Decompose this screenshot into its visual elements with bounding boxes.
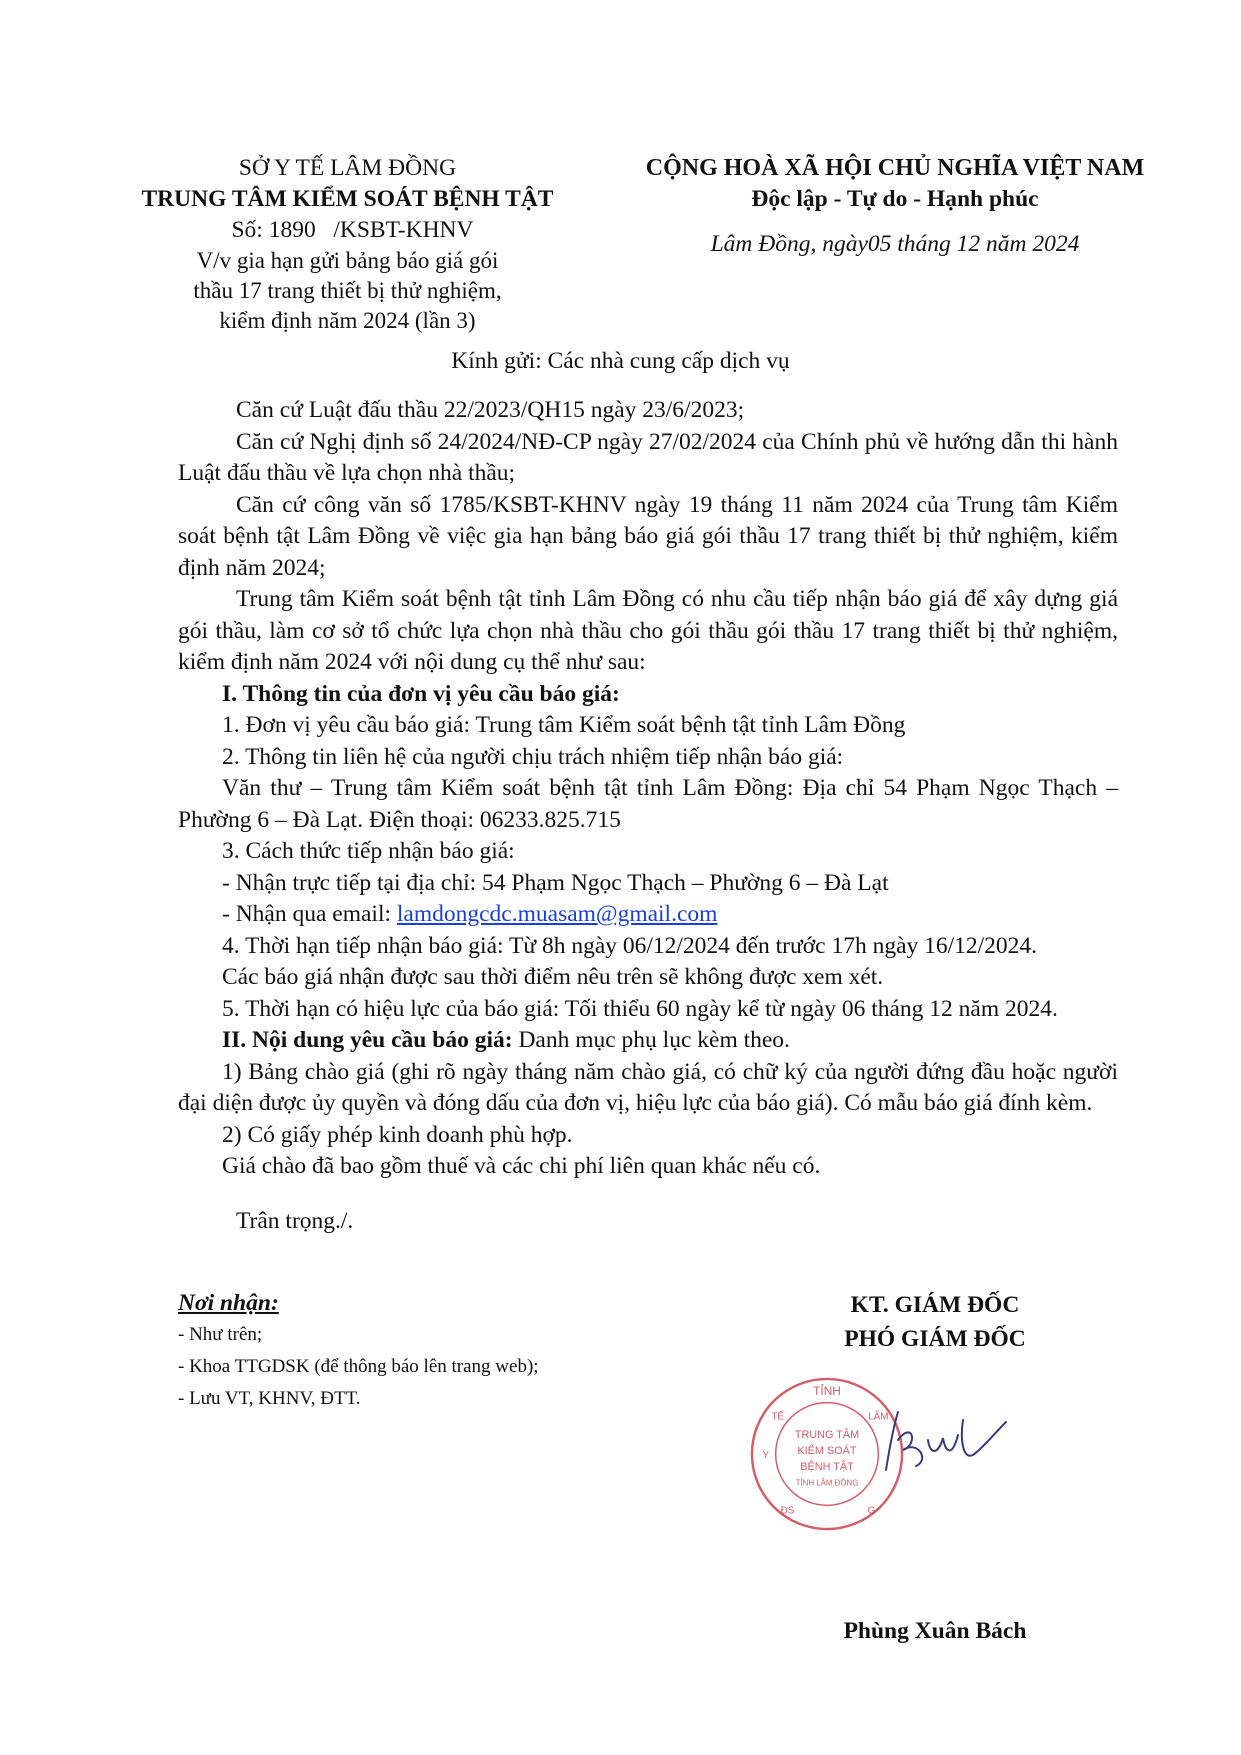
list-item [178,899,1118,931]
stamp-ring-mark: G [867,1505,876,1517]
recipients-title: Nơi nhận: [178,1290,279,1316]
section-title: . Nội dung yêu cầu báo giá: [240,1027,513,1053]
signature-block [775,1288,1095,1356]
stamp-text: KIỂM SOÁT [797,1445,857,1457]
closing: Trân trọng./. [236,1208,354,1234]
section-heading [178,1025,1118,1057]
stamp-ring-text: TỈNH [813,1383,841,1398]
list-item: - Nhận trực tiếp tại địa chỉ: 54 Phạm Ngọc Thạch – Phường 6 – Đà Lạt [222,869,889,896]
paragraph: Căn cứ công văn số 1785/KSBT-KHNV ngày 19 tháng 11 năm 2024 của Trung tâm Kiểm soát bệnh tật Lâm Đồng về việc gia hạn bảng báo giá gói thầu 17 trang thiết bị thử nghiệm, kiểm định năm 2024; [178,491,1118,581]
header-left [110,153,585,336]
signer-name: Phùng Xuân Bách [843,1618,1027,1644]
section-heading: I. Thông tin của đơn vị yêu cầu báo giá: [222,680,620,707]
section-number: II [222,1027,241,1053]
national-motto: Độc lập - Tự do - Hạnh phúc [751,186,1039,212]
signer-title: PHÓ GIÁM ĐỐC [844,1326,1026,1352]
recipient-item: - Khoa TTGDSK (để thông báo lên trang web); [178,1356,539,1377]
list-item: 2) Có giấy phép kinh doanh phù hợp. [222,1121,573,1148]
stamp-ring-mark: ĐS [780,1505,795,1517]
stamp-ring-mark: TẾ [771,1411,784,1423]
paragraph: Căn cứ Luật đấu thầu 22/2023/QH15 ngày 23/6/2023; [236,397,745,423]
list-item: 4. Thời hạn tiếp nhận báo giá: Từ 8h ngày 06/12/2024 đến trước 17h ngày 16/12/2024. [222,932,1038,959]
signer-role: KT. GIÁM ĐỐC [850,1292,1020,1318]
list-item: 5. Thời hạn có hiệu lực của báo giá: Tối thiểu 60 ngày kể từ ngày 06 tháng 12 năm 2024. [222,995,1058,1022]
document-body [178,395,1118,1261]
recipient-item: - Lưu VT, KHNV, ĐTT. [178,1388,361,1409]
organization-name: TRUNG TÂM KIỂM SOÁT BỆNH TẬT [141,186,554,212]
email-label: - Nhận qua email: [222,901,397,927]
list-item: 1. Đơn vị yêu cầu báo giá: Trung tâm Kiểm soát bệnh tật tỉnh Lâm Đồng [222,712,906,738]
stamp-ring-mark: Y [762,1449,770,1461]
stamp-text: TỈNH LÂM ĐỒNG [795,1478,859,1488]
stamp-text: TRUNG TÂM [794,1429,860,1442]
recipient-line: Kính gửi: Các nhà cung cấp dịch vụ [451,348,790,374]
recipients-block [178,1288,698,1415]
list-item-note: Giá chào đã bao gồm thuế và các chi phí liên quan khác nếu có. [222,1153,821,1179]
signature-stroke [886,1412,1006,1470]
paragraph: Căn cứ Nghị định số 24/2024/NĐ-CP ngày 27/02/2024 của Chính phủ về hướng dẫn thi hành Luật đấu thầu về lựa chọn nhà thầu; [178,428,1118,486]
list-item-detail: Văn thư – Trung tâm Kiểm soát bệnh tật tỉnh Lâm Đồng: Địa chỉ 54 Phạm Ngọc Thạch – Phường 6 – Đà Lạt. Điện thoại: 06233.825.715 [178,775,1118,833]
list-item-note: Các báo giá nhận được sau thời điểm nêu trên sẽ không được xem xét. [222,964,884,990]
section-rest: Danh mục phụ lục kèm theo. [512,1027,790,1053]
document-subject [110,246,585,336]
country-name: CỘNG HOÀ XÃ HỘI CHỦ NGHĨA VIỆT NAM [645,155,1145,181]
email-link[interactable]: lamdongcdc.muasam@gmail.com [396,901,718,927]
ref-suffix: /KSBT-KHNV [333,217,474,243]
recipient-item: - Như trên; [178,1324,263,1345]
subject-line: thầu 17 trang thiết bị thử nghiệm, [193,278,502,303]
department-name: SỞ Y TẾ LÂM ĐỒNG [238,155,457,181]
list-item: 2. Thông tin liên hệ của người chịu trách nhiệm tiếp nhận báo giá: [222,743,844,770]
subject-line: kiểm định năm 2024 (lần 3) [219,308,476,333]
date-line: Lâm Đồng, ngày05 tháng 12 năm 2024 [710,231,1080,257]
list-item: 3. Cách thức tiếp nhận báo giá: [222,838,515,864]
reference-number [110,215,585,246]
header-right [600,153,1190,260]
ref-prefix: Số: 1890 [231,217,316,243]
stamp-text: BỆNH TẬT [800,1460,854,1473]
paragraph: Trung tâm Kiểm soát bệnh tật tỉnh Lâm Đồng có nhu cầu tiếp nhận báo giá để xây dựng giá gói thầu, làm cơ sở tổ chức lựa chọn nhà thầu cho gói thầu gói thầu 17 trang thiết bị thử nghiệm, kiểm định năm 2024 với nội dung cụ thể như sau: [178,586,1118,675]
stamp-ring-mark: LÂM [868,1411,889,1423]
list-item: 1) Bảng chào giá (ghi rõ ngày tháng năm chào giá, có chữ ký của người đứng đầu hoặc người đại diện được ủy quyền và đóng dấu của đơn vị, hiệu lực của báo giá). Có mẫu báo giá đính kèm. [178,1058,1118,1116]
handwritten-signature [868,1400,1008,1480]
subject-line: V/v gia hạn gửi bảng báo giá gói [196,248,499,273]
